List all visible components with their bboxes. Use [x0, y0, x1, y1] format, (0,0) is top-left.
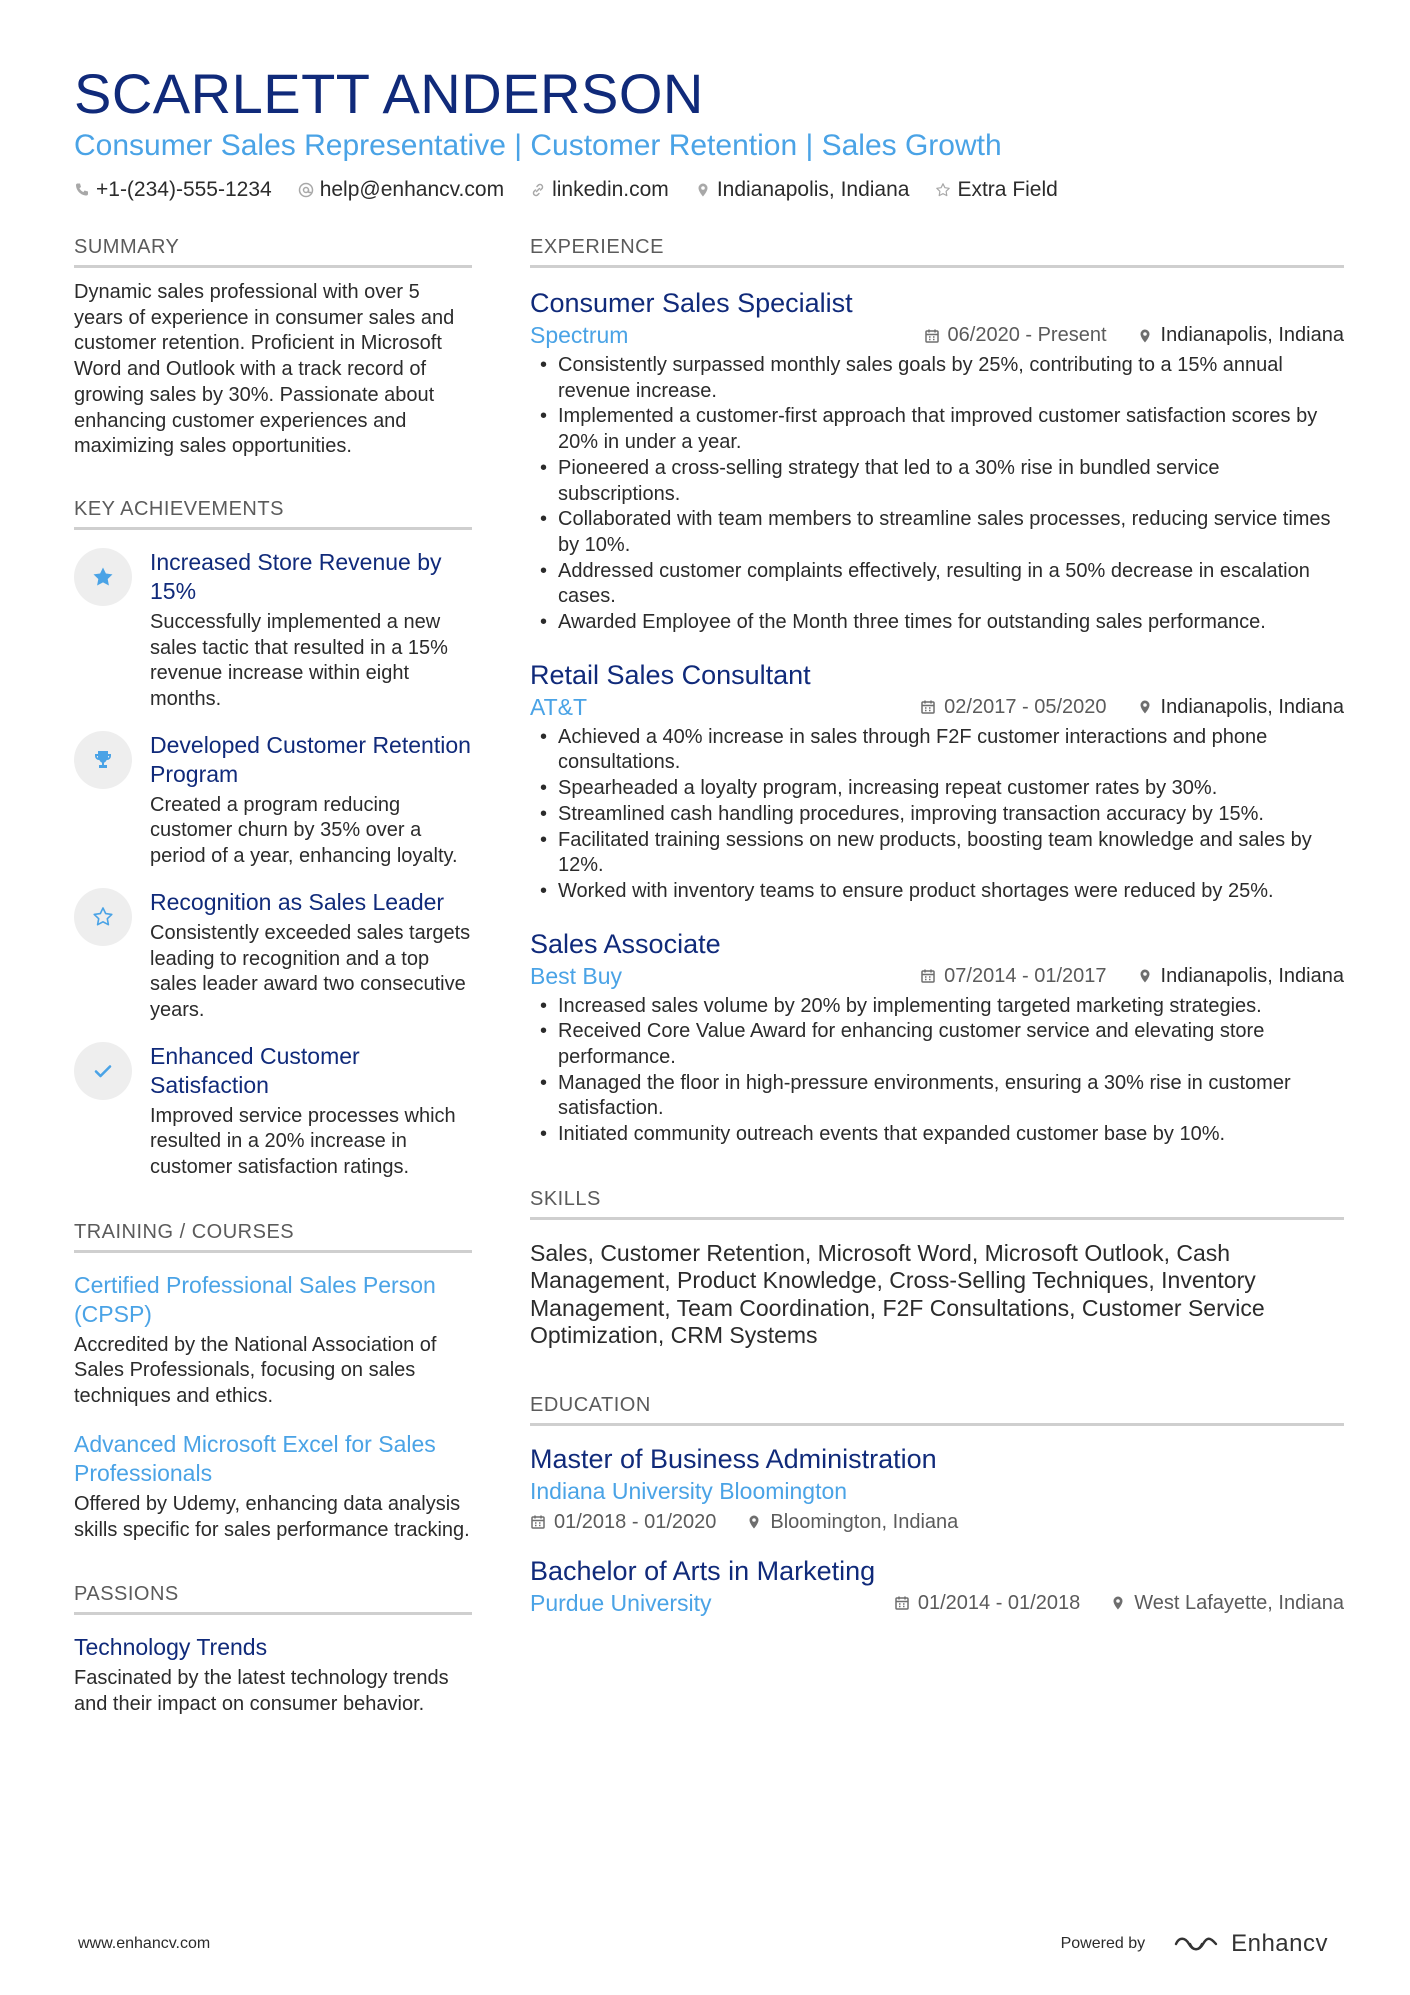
section-title: TRAINING / COURSES [74, 1221, 472, 1253]
achievement-title: Recognition as Sales Leader [150, 888, 445, 915]
contact-email[interactable]: help@enhancv.com [298, 178, 504, 202]
job-location: Indianapolis, Indiana [1137, 696, 1344, 719]
education-dates: 01/2018 - 01/2020 [530, 1511, 716, 1534]
list-item: • Awarded Employee of the Month three times for outstanding sales performance. [530, 610, 1344, 636]
location-icon [1137, 328, 1153, 344]
link-icon [530, 182, 546, 198]
brand-name: Enhancv [1231, 1930, 1328, 1957]
contact-phone[interactable]: +1-(234)-555-1234 [74, 178, 272, 202]
job-entry [530, 927, 1344, 1148]
job-location: Indianapolis, Indiana [1137, 965, 1344, 988]
passion-title: Technology Trends [74, 1634, 268, 1661]
course-desc: Offered by Udemy, enhancing data analysis skills specific for sales performance tracking. [74, 1492, 470, 1541]
list-item: • Spearheaded a loyalty program, increasing repeat customer rates by 30%. [530, 776, 1344, 802]
job-dates: 02/2017 - 05/2020 [920, 696, 1106, 719]
education-section [530, 1394, 1344, 1617]
star-outline-icon [74, 888, 132, 946]
calendar-icon [894, 1595, 910, 1611]
course-item [74, 1271, 472, 1410]
achievement-title: Increased Store Revenue by 15% [150, 548, 442, 604]
location-icon [746, 1514, 762, 1530]
achievement-desc: Improved service processes which resulted in a 20% increase in customer satisfaction ratings. [150, 1104, 456, 1179]
calendar-icon [924, 328, 940, 344]
job-bullets [530, 353, 1344, 636]
list-item: • Initiated community outreach events that expanded customer base by 10%. [530, 1122, 1344, 1148]
check-icon [74, 1042, 132, 1100]
passions-section [74, 1583, 472, 1717]
job-dates: 07/2014 - 01/2017 [920, 965, 1106, 988]
job-bullets [530, 725, 1344, 905]
job-location: Indianapolis, Indiana [1137, 324, 1344, 347]
achievement-title: Enhanced Customer Satisfaction [150, 1042, 360, 1098]
list-item: • Received Core Value Award for enhancing customer service and elevating store performance. [530, 1019, 1344, 1070]
candidate-headline: Consumer Sales Representative | Customer Retention | Sales Growth [74, 129, 1002, 162]
education-location: Bloomington, Indiana [746, 1511, 958, 1534]
passion-desc: Fascinated by the latest technology trends and their impact on consumer behavior. [74, 1667, 449, 1715]
achievement-item [74, 731, 472, 870]
section-title: SUMMARY [74, 236, 472, 268]
degree-title: Master of Business Administration [530, 1443, 937, 1474]
company-name: Spectrum [530, 322, 629, 348]
trophy-icon [74, 731, 132, 789]
achievement-item [74, 888, 472, 1024]
calendar-icon [920, 699, 936, 715]
skills-section [530, 1188, 1344, 1350]
company-name: AT&T [530, 693, 588, 720]
job-entry [530, 658, 1344, 905]
training-section [74, 1221, 472, 1544]
section-title: EDUCATION [530, 1394, 1344, 1426]
school-name: Indiana University Bloomington [530, 1477, 848, 1504]
job-title: Consumer Sales Specialist [530, 288, 853, 318]
achievement-desc: Successfully implemented a new sales tactic that resulted in a 15% revenue increase within eight months. [150, 610, 448, 711]
experience-section [530, 236, 1344, 1148]
location-icon [695, 182, 711, 198]
calendar-icon [530, 1514, 546, 1530]
achievement-title: Developed Customer Retention Program [150, 731, 471, 787]
achievement-item [74, 548, 472, 713]
candidate-name: SCARLETT ANDERSON [74, 62, 704, 125]
job-bullets [530, 994, 1344, 1148]
list-item: • Pioneered a cross-selling strategy that led to a 30% rise in bundled service subscriptions. [530, 456, 1344, 507]
education-location: West Lafayette, Indiana [1110, 1592, 1344, 1615]
achievement-item [74, 1042, 472, 1181]
phone-icon [74, 182, 90, 198]
location-icon [1137, 968, 1153, 984]
list-item: • Addressed customer complaints effectively, resulting in a 50% decrease in escalation cases. [530, 559, 1344, 610]
job-title: Retail Sales Consultant [530, 659, 811, 690]
course-title: Certified Professional Sales Person (CPSP) [74, 1271, 436, 1327]
brand-block [1061, 1930, 1328, 1958]
achievement-desc: Created a program reducing customer churn by 35% over a period of a year, enhancing loyalty. [150, 793, 458, 868]
list-item: • Streamlined cash handling procedures, improving transaction accuracy by 15%. [530, 802, 1344, 828]
list-item: • Managed the floor in high-pressure environments, ensuring a 30% rise in customer satisfaction. [530, 1071, 1344, 1122]
section-title: PASSIONS [74, 1583, 472, 1615]
company-name: Best Buy [530, 962, 623, 989]
job-entry [530, 286, 1344, 636]
star-outline-icon [935, 182, 951, 198]
contact-location: Indianapolis, Indiana [695, 178, 910, 202]
location-icon [1110, 1595, 1126, 1611]
course-item [74, 1430, 472, 1543]
contact-linkedin[interactable]: linkedin.com [530, 178, 669, 202]
calendar-icon [920, 968, 936, 984]
education-dates: 01/2014 - 01/2018 [894, 1592, 1080, 1615]
course-title: Advanced Microsoft Excel for Sales Professionals [74, 1430, 436, 1486]
skills-text: Sales, Customer Retention, Microsoft Word, Microsoft Outlook, Cash Management, Product Knowledge, Cross-Selling Techniques, Inventory Management, Team Coordination, F2F Consultations, Customer Service Optimization, CRM Systems [530, 1239, 1265, 1349]
summary-text: Dynamic sales professional with over 5 years of experience in consumer sales and customer retention. Proficient in Microsoft Word and Outlook with a track record of growing sales by 30%. Passionate about enhancing customer experiences and maximizing sales opportunities. [74, 281, 455, 458]
star-filled-icon [74, 548, 132, 606]
education-entry [530, 1554, 1344, 1617]
powered-by-label: Powered by [1060, 1935, 1146, 1952]
job-dates: 06/2020 - Present [924, 324, 1107, 347]
list-item: • Achieved a 40% increase in sales through F2F customer interactions and phone consultations. [530, 725, 1344, 776]
list-item: • Implemented a customer-first approach that improved customer satisfaction scores by 20% in under a year. [530, 404, 1344, 455]
list-item: • Facilitated training sessions on new products, boosting team knowledge and sales by 12%. [530, 828, 1344, 879]
page-footer [78, 1930, 1328, 1958]
brand-logo[interactable] [1173, 1930, 1328, 1958]
degree-title: Bachelor of Arts in Marketing [530, 1555, 876, 1586]
education-entry [530, 1442, 1344, 1534]
location-icon [1137, 699, 1153, 715]
left-column [74, 236, 472, 1718]
school-name: Purdue University [530, 1589, 712, 1616]
enhancv-logo-icon [1173, 1933, 1219, 1955]
at-icon [298, 182, 314, 198]
contact-extra-field: Extra Field [935, 178, 1057, 202]
course-desc: Accredited by the National Association of Sales Professionals, focusing on sales techniques and ethics. [74, 1333, 437, 1408]
section-title: KEY ACHIEVEMENTS [74, 498, 472, 530]
list-item: • Collaborated with team members to streamline sales processes, reducing service times by 10%. [530, 507, 1344, 558]
achievements-section [74, 498, 472, 1181]
resume-header [74, 62, 1354, 202]
passion-item [74, 1633, 472, 1717]
right-column [530, 236, 1344, 1617]
contact-bar [74, 178, 1354, 202]
summary-section [74, 236, 472, 460]
achievement-desc: Consistently exceeded sales targets leading to recognition and a top sales leader award two consecutive years. [150, 921, 471, 1021]
list-item: • Worked with inventory teams to ensure product shortages were reduced by 25%. [530, 879, 1344, 905]
section-title: EXPERIENCE [530, 236, 1344, 268]
list-item: • Increased sales volume by 20% by implementing targeted marketing strategies. [530, 994, 1344, 1020]
job-title: Sales Associate [530, 928, 721, 959]
section-title: SKILLS [530, 1188, 1344, 1220]
footer-website-link[interactable]: www.enhancv.com [78, 1935, 211, 1952]
list-item: • Consistently surpassed monthly sales goals by 25%, contributing to a 15% annual revenue increase. [530, 353, 1344, 404]
